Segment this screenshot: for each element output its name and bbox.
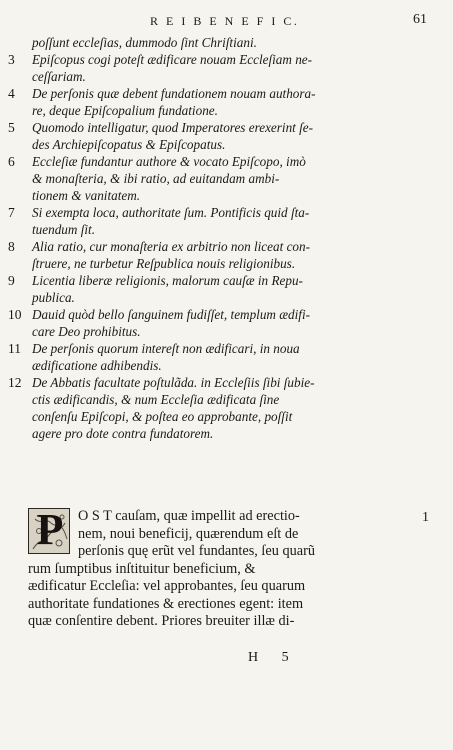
body-text bbox=[28, 505, 408, 631]
summary-line: Licentia liberæ religionis, malorum cauſæ in Repu- bbox=[32, 273, 303, 288]
summary-item-number: 11 bbox=[8, 341, 21, 356]
running-head-title: R E I B E N E F I C. bbox=[150, 14, 300, 28]
summary-list bbox=[8, 34, 448, 442]
summary-item bbox=[8, 85, 448, 119]
body-line: authoritate fundationes & erectiones egent: item bbox=[28, 595, 304, 612]
summary-line: ædificatione adhibendis. bbox=[32, 358, 162, 373]
page-number: 61 bbox=[413, 12, 427, 27]
summary-line: De perſonis quæ debent fundationem nouam authora- bbox=[32, 86, 316, 101]
summary-line: re, deque Epiſcopalium fundatione. bbox=[32, 103, 218, 118]
summary-item-text bbox=[32, 34, 412, 51]
summary-item-number: 5 bbox=[8, 120, 15, 135]
initial-letter: P bbox=[36, 505, 64, 554]
summary-line: ſtruere, ne turbetur Reſpublica nouis religionibus. bbox=[32, 256, 296, 271]
summary-item-text bbox=[32, 51, 412, 85]
body-line: perſonis quę erũt vel fundantes, ſeu quarũ bbox=[78, 543, 316, 559]
summary-item bbox=[8, 204, 448, 238]
margin-note: 1 bbox=[422, 510, 429, 525]
summary-item-number: 9 bbox=[8, 273, 15, 288]
summary-item-text bbox=[32, 374, 412, 442]
summary-item bbox=[8, 153, 448, 204]
summary-line: agere pro dote contra fundatorem. bbox=[32, 426, 214, 441]
body-line: nem, noui beneficij, quærendum eſt de bbox=[78, 525, 299, 542]
summary-item-text bbox=[32, 153, 412, 204]
summary-line: conſenſu Epiſcopi, & poſtea eo approbante, poſſit bbox=[32, 409, 293, 424]
summary-item bbox=[8, 306, 448, 340]
summary-item-number: 3 bbox=[8, 52, 15, 67]
summary-item-number: 6 bbox=[8, 154, 15, 169]
summary-line: ctis ædificandis, & num Eccleſia ædificata ſine bbox=[32, 392, 280, 407]
summary-item bbox=[8, 34, 448, 51]
summary-item-number: 12 bbox=[8, 375, 22, 390]
summary-item bbox=[8, 119, 448, 153]
summary-item-text bbox=[32, 85, 412, 119]
summary-line: ceſſariam. bbox=[32, 69, 86, 84]
body-line: quæ conſentire debent. Priores breuiter illæ di- bbox=[28, 613, 295, 629]
summary-line: Epiſcopus cogi poteſt ædificare nouam Eccleſiam ne- bbox=[32, 52, 313, 67]
summary-line: des Archiepiſcopatus & Epiſcopatus. bbox=[32, 137, 226, 152]
summary-line: poſſunt eccleſias, dummodo ſint Chriſtiani. bbox=[32, 35, 257, 50]
summary-line: & monaſteria, & ibi ratio, ad euitandam ambi- bbox=[32, 171, 280, 186]
summary-item bbox=[8, 238, 448, 272]
summary-item bbox=[8, 51, 448, 85]
summary-line: Si exempta loca, authoritate ſum. Pontificis quid ſta- bbox=[32, 205, 310, 220]
summary-item-number: 7 bbox=[8, 205, 15, 220]
summary-line: publica. bbox=[32, 290, 75, 305]
summary-item-text bbox=[32, 119, 412, 153]
summary-item-text bbox=[32, 340, 412, 374]
summary-item-number: 8 bbox=[8, 239, 15, 254]
summary-line: Quomodo intelligatur, quod Imperatores erexerint ſe- bbox=[32, 120, 314, 135]
summary-item-number: 4 bbox=[8, 86, 15, 101]
summary-item bbox=[8, 272, 448, 306]
body-line: O S T cauſam, quæ impellit ad erectio- bbox=[78, 508, 300, 524]
body-line: rum ſumptibus inſtituitur beneficium, & bbox=[28, 560, 256, 577]
summary-line: tionem & vanitatem. bbox=[32, 188, 141, 203]
summary-line: De perſonis quorum intereſt non ædificari, in noua bbox=[32, 341, 300, 356]
summary-line: Eccleſiæ fundantur authore & vocato Epiſcopo, imò bbox=[32, 154, 306, 169]
summary-item-text bbox=[32, 272, 412, 306]
summary-line: De Abbatis facultate poſtulãda. in Eccleſiis ſibi ſubie- bbox=[32, 375, 315, 390]
summary-item-text bbox=[32, 306, 412, 340]
summary-item-number: 10 bbox=[8, 307, 22, 322]
signature-mark: H 5 bbox=[248, 650, 299, 665]
summary-line: care Deo prohibitus. bbox=[32, 324, 141, 339]
running-head bbox=[0, 14, 453, 30]
summary-item-text bbox=[32, 204, 412, 238]
summary-item-number bbox=[8, 34, 32, 51]
summary-item bbox=[8, 340, 448, 374]
summary-line: Alia ratio, cur monaſteria ex arbitrio non liceat con- bbox=[32, 239, 310, 254]
summary-item bbox=[8, 374, 448, 442]
summary-item-text bbox=[32, 238, 412, 272]
summary-line: Dauid quòd bello ſanguinem fudiſſet, templum ædifi- bbox=[32, 307, 311, 322]
body-line: ædificatur Eccleſia: vel approbantes, ſeu quarum bbox=[28, 578, 306, 594]
summary-line: tuendum ſit. bbox=[32, 222, 96, 237]
